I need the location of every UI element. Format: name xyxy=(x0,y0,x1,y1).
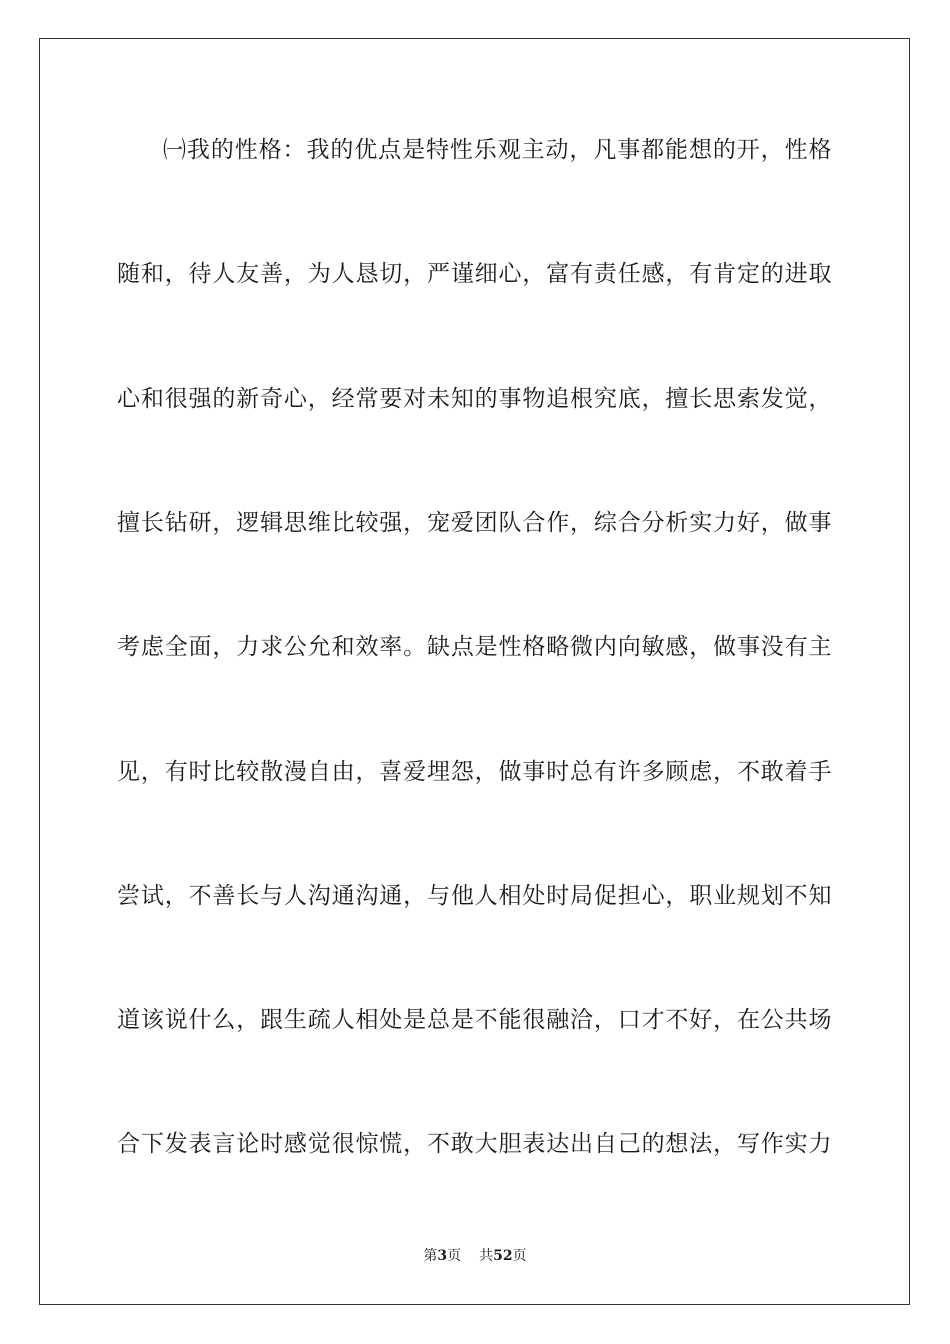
footer-page-number: 3 xyxy=(437,1248,448,1264)
page-footer xyxy=(0,1246,950,1266)
footer-total-prefix: 共 xyxy=(479,1248,494,1264)
footer-total-suffix: 页 xyxy=(512,1248,527,1264)
footer-page-prefix: 第 xyxy=(423,1248,438,1264)
body-text-line-3: 心和很强的新奇心，经常要对未知的事物追根究底，擅长思索发觉， xyxy=(117,386,832,412)
body-text-line-5: 考虑全面，力求公允和效率。缺点是性格略微内向敏感，做事没有主 xyxy=(117,634,832,660)
body-text-line-7: 尝试，不善长与人沟通沟通，与他人相处时局促担心，职业规划不知 xyxy=(117,883,832,909)
footer-page-suffix: 页 xyxy=(447,1248,462,1264)
body-text-line-2: 随和，待人友善，为人恳切，严谨细心，富有责任感，有肯定的进取 xyxy=(117,261,832,287)
footer-total-number: 52 xyxy=(493,1248,513,1264)
body-text-line-8: 道该说什么，跟生疏人相处是总是不能很融洽，口才不好，在公共场 xyxy=(117,1007,832,1033)
page-border xyxy=(39,38,910,1305)
body-text-line-4: 擅长钻研，逻辑思维比较强，宠爱团队合作，综合分析实力好，做事 xyxy=(117,510,832,536)
body-text-line-6: 见，有时比较散漫自由，喜爱埋怨，做事时总有许多顾虑，不敢着手 xyxy=(117,759,832,785)
body-text-line-9: 合下发表言论时感觉很惊慌，不敢大胆表达出自己的想法，写作实力 xyxy=(117,1131,832,1157)
body-text-line-1: ㈠我的性格：我的优点是特性乐观主动，凡事都能想的开，性格 xyxy=(163,137,832,163)
